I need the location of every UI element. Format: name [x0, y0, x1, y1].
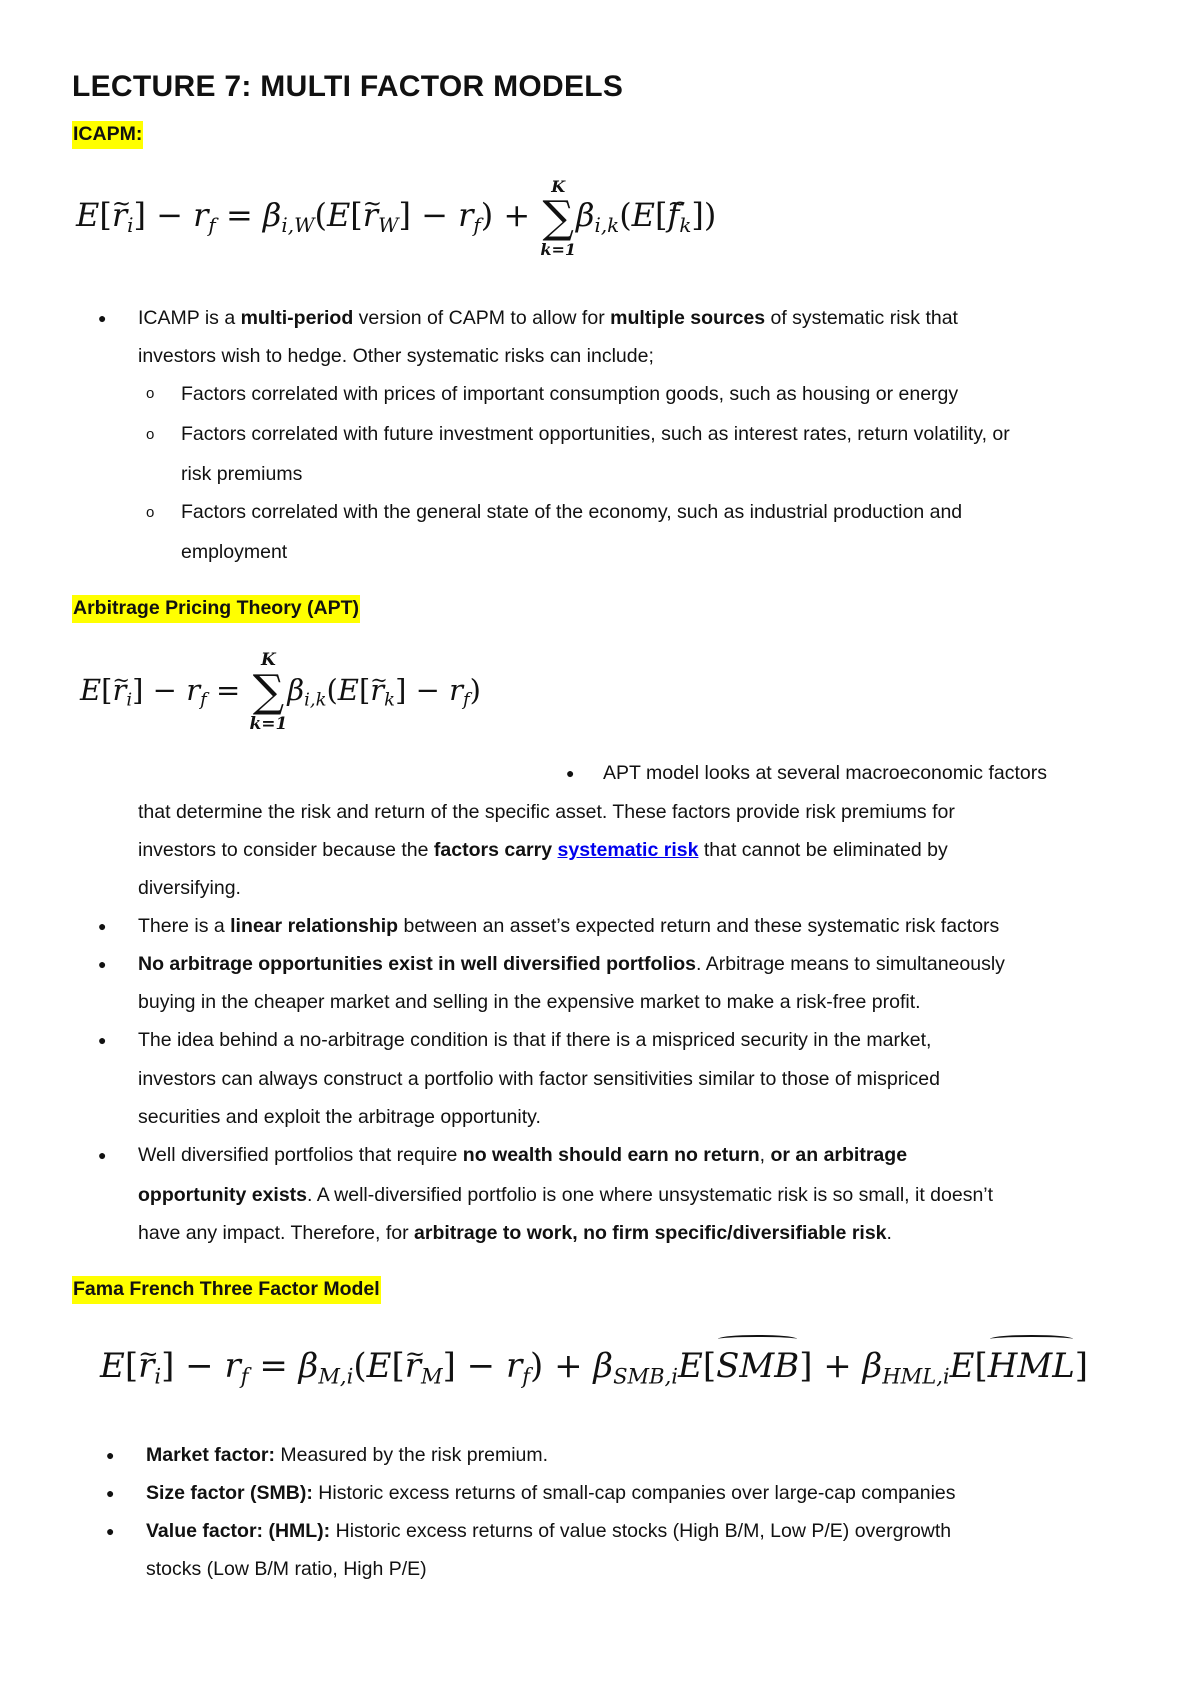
- ff-bullet-size: Size factor (SMB): Historic excess returns of small-cap companies over large-cap companies: [146, 1482, 956, 1504]
- bullet-icon: ●: [106, 1447, 115, 1463]
- ff-bullet-value: Value factor: (HML): Historic excess returns of value stocks (High B/M, Low P/E) overgrowth: [146, 1520, 952, 1542]
- section-heading-icapm: ICAPM:: [72, 121, 143, 149]
- apt-bullet-1: APT model looks at several macroeconomic factors: [603, 762, 1047, 784]
- apt-equation: E[~ $r_i] - r_f$ = K ∑ k=1 $\beta_{i,k}(E[\sim$ $r_k] - r_f$): [80, 638, 481, 752]
- apt-bullet-5-line-2: opportunity exists. A well-diversified portfolio is one where unsystematic risk is so small, it doesn’t: [138, 1184, 994, 1206]
- section-heading-fama-french: Fama French Three Factor Model: [72, 1276, 381, 1304]
- summation-sign: K ∑ k=1: [540, 176, 577, 259]
- systematic-risk-link[interactable]: systematic risk: [557, 839, 699, 861]
- apt-bullet-3-line-2: buying in the cheaper market and selling in the expensive market to make a risk-free profit.: [138, 991, 921, 1013]
- icapm-subitem-2: Factors correlated with future investment opportunities, such as interest rates, return volatility, or: [181, 423, 1010, 445]
- bullet-icon: ●: [106, 1523, 115, 1539]
- bullet-icon: ●: [98, 956, 107, 972]
- icapm-bullet-1: ICAMP is a multi-period version of CAPM to allow for multiple sources of systematic risk that: [138, 307, 958, 329]
- apt-bullet-5: Well diversified portfolios that require no wealth should earn no return, or an arbitrage: [138, 1144, 908, 1166]
- apt-bullet-4-line-2: investors can always construct a portfolio with factor sensitivities similar to those of mispriced: [138, 1068, 940, 1090]
- circle-bullet-icon: o: [146, 385, 155, 402]
- bullet-icon: ●: [98, 310, 107, 326]
- icapm-subitem-1: Factors correlated with prices of important consumption goods, such as housing or energy: [181, 383, 959, 405]
- bullet-icon: ●: [566, 765, 575, 781]
- apt-bullet-1-line-3: investors to consider because the factors carry systematic risk that cannot be eliminated by: [138, 839, 948, 861]
- icapm-bullet-1-line-2: investors wish to hedge. Other systematic risks can include;: [138, 345, 654, 367]
- circle-bullet-icon: o: [146, 426, 155, 443]
- apt-bullet-2: There is a linear relationship between an asset’s expected return and these systematic risk factors: [138, 915, 1000, 937]
- summation-sign: K ∑ k=1: [249, 650, 288, 734]
- fama-french-equation: E[~ $r_i] - r_f$ = $\beta_{M,i}(E[\sim$ $r_M] - r_f) + \beta_{SMB,i}E[SMB] + \beta_{HML,i}E[HML]$: [100, 1338, 1088, 1404]
- apt-bullet-4: The idea behind a no-arbitrage condition is that if there is a mispriced security in the market,: [138, 1029, 932, 1051]
- icapm-subitem-3-line-2: employment: [181, 541, 288, 563]
- apt-bullet-4-line-3: securities and exploit the arbitrage opportunity.: [138, 1106, 541, 1128]
- bullet-icon: ●: [106, 1485, 115, 1501]
- apt-bullet-3: No arbitrage opportunities exist in well diversified portfolios. Arbitrage means to simultaneously: [138, 953, 1005, 975]
- apt-bullet-5-line-3: have any impact. Therefore, for arbitrage to work, no firm specific/diversifiable risk.: [138, 1222, 892, 1244]
- icapm-subitem-3: Factors correlated with the general state of the economy, such as industrial production and: [181, 501, 963, 523]
- bullet-icon: ●: [98, 918, 107, 934]
- bullet-icon: ●: [98, 1032, 107, 1048]
- apt-bullet-1-line-4: diversifying.: [138, 877, 241, 899]
- icapm-subitem-2-line-2: risk premiums: [181, 463, 303, 485]
- circle-bullet-icon: o: [146, 504, 155, 521]
- page-title: LECTURE 7: MULTI FACTOR MODELS: [72, 70, 624, 103]
- bullet-icon: ●: [98, 1147, 107, 1163]
- icapm-equation: E[~ $r_i] - r_f$ = $\beta_{i,W}(E[\sim$ $r_W] - r_f$) + K ∑ k=1 $\beta_{i,k}(E[\sim$ $f_k$]): [76, 160, 716, 281]
- section-heading-apt: Arbitrage Pricing Theory (APT): [72, 595, 360, 623]
- ff-bullet-value-line-2: stocks (Low B/M ratio, High P/E): [146, 1558, 427, 1580]
- apt-bullet-1-line-2: that determine the risk and return of the specific asset. These factors provide risk premiums for: [138, 801, 955, 823]
- ff-bullet-market: Market factor: Measured by the risk premium.: [146, 1444, 549, 1466]
